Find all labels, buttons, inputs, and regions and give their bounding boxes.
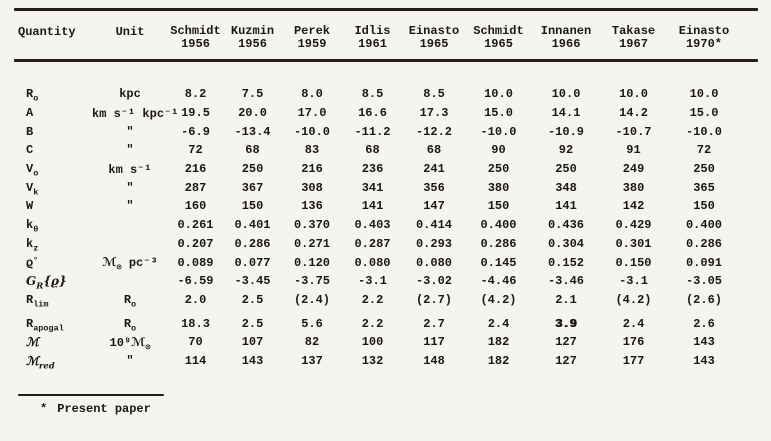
value-cell: 0.150 bbox=[615, 255, 652, 270]
value-cell: 2.6 bbox=[693, 316, 715, 331]
column-header bbox=[282, 25, 342, 51]
row-unit: " bbox=[126, 180, 134, 195]
value-cell: 2.4 bbox=[487, 316, 510, 331]
column-header bbox=[667, 25, 741, 51]
value-cell: 132 bbox=[361, 353, 384, 368]
column-author-name: Schmidt bbox=[473, 24, 524, 38]
value-cell: 18.3 bbox=[181, 316, 210, 331]
table-body bbox=[14, 85, 741, 370]
value-cell: 0.400 bbox=[685, 218, 722, 233]
value-cell: (2.7) bbox=[415, 292, 452, 307]
value-cell: (4.2) bbox=[615, 292, 652, 307]
footnote-marker: * bbox=[40, 402, 48, 416]
value-cell: (4.2) bbox=[480, 292, 517, 307]
row-label: $G_R\{ϱ\}$ bbox=[26, 274, 67, 292]
value-cell: -11.2 bbox=[354, 124, 391, 139]
value-cell: -13.4 bbox=[234, 124, 271, 139]
column-header bbox=[342, 25, 403, 51]
value-cell: 0.293 bbox=[415, 236, 452, 251]
row-unit: " bbox=[126, 143, 134, 158]
value-cell: 287 bbox=[184, 180, 207, 195]
row-unit: $R_o$ bbox=[123, 316, 137, 333]
value-cell: 15.0 bbox=[484, 106, 513, 121]
table-row bbox=[14, 122, 741, 141]
value-cell: -3.75 bbox=[293, 274, 330, 289]
row-unit: " bbox=[126, 124, 134, 139]
value-cell: 147 bbox=[423, 199, 445, 214]
value-cell: 0.271 bbox=[293, 236, 330, 251]
header-rule bbox=[14, 59, 758, 62]
table-header-row bbox=[14, 25, 741, 51]
value-cell: 0.401 bbox=[234, 218, 271, 233]
value-cell: 10.0 bbox=[551, 87, 581, 102]
table-row bbox=[14, 235, 741, 254]
row-label: W bbox=[26, 199, 34, 214]
table-row bbox=[14, 104, 741, 123]
value-cell: (2.4) bbox=[293, 292, 330, 307]
value-cell: 2.2 bbox=[361, 316, 384, 331]
value-cell: 91 bbox=[626, 143, 641, 158]
value-cell: -6.9 bbox=[181, 124, 210, 139]
value-cell: 0.286 bbox=[480, 236, 517, 251]
column-year: 1959 bbox=[297, 37, 327, 51]
value-cell: 2.1 bbox=[555, 292, 577, 307]
row-unit: " bbox=[126, 199, 134, 214]
value-cell: 141 bbox=[555, 199, 577, 214]
table-row bbox=[14, 141, 741, 160]
value-cell: 241 bbox=[423, 162, 445, 177]
row-label: ℳ$_{red}$ bbox=[26, 353, 55, 372]
value-cell: 10.0 bbox=[619, 87, 648, 102]
row-unit: km s⁻¹ kpc⁻¹ bbox=[92, 106, 179, 121]
column-author-name: Einasto bbox=[408, 24, 460, 38]
column-year: 1965 bbox=[419, 37, 449, 51]
row-label: $R_{apogal}$ bbox=[26, 316, 64, 333]
row-label: ℳ bbox=[26, 335, 39, 350]
column-year: 1965 bbox=[484, 37, 513, 51]
value-cell: 0.286 bbox=[234, 236, 271, 251]
value-cell: -3.45 bbox=[234, 274, 271, 289]
value-cell: 380 bbox=[487, 180, 510, 195]
value-cell: 250 bbox=[487, 162, 510, 177]
value-cell: 148 bbox=[423, 353, 445, 368]
column-author-name: Perek bbox=[293, 24, 330, 38]
value-cell: 0.080 bbox=[415, 255, 452, 270]
column-header bbox=[223, 25, 282, 51]
footnote bbox=[40, 402, 151, 416]
table-row bbox=[14, 178, 741, 197]
value-cell: -3.02 bbox=[415, 274, 452, 289]
column-year: 1970* bbox=[685, 37, 722, 51]
column-author-name: Innanen bbox=[540, 24, 592, 38]
value-cell: 90 bbox=[491, 143, 506, 158]
value-cell: 0.120 bbox=[293, 255, 330, 270]
value-cell: 0.091 bbox=[685, 255, 722, 270]
value-cell: 0.077 bbox=[234, 255, 271, 270]
value-cell: 216 bbox=[184, 162, 207, 177]
value-cell: 0.287 bbox=[354, 236, 391, 251]
quantity-column-header: Quantity bbox=[18, 25, 76, 39]
column-header bbox=[168, 25, 223, 51]
value-cell: 0.370 bbox=[293, 218, 330, 233]
value-cell: 17.0 bbox=[297, 106, 327, 121]
column-author-name: Kuzmin bbox=[230, 24, 275, 38]
value-cell: 2.2 bbox=[361, 292, 384, 307]
table-row bbox=[14, 160, 741, 179]
value-cell: 0.286 bbox=[685, 236, 722, 251]
unit-column-header: Unit bbox=[115, 25, 145, 39]
value-cell: 150 bbox=[487, 199, 510, 214]
value-cell: -3.05 bbox=[685, 274, 722, 289]
table-row bbox=[14, 253, 741, 272]
value-cell: 177 bbox=[622, 353, 645, 368]
value-cell: -3.46 bbox=[547, 274, 584, 289]
value-cell: -12.2 bbox=[415, 124, 452, 139]
row-label: $k_\theta$ bbox=[26, 218, 39, 235]
value-cell: 0.429 bbox=[615, 218, 652, 233]
value-cell: 250 bbox=[241, 162, 264, 177]
value-cell: 236 bbox=[361, 162, 384, 177]
value-cell: 0.080 bbox=[354, 255, 391, 270]
value-cell: 72 bbox=[696, 143, 712, 158]
row-label: B bbox=[26, 124, 34, 139]
value-cell: -6.59 bbox=[177, 274, 214, 289]
value-cell: 182 bbox=[487, 353, 510, 368]
footnote-rule bbox=[18, 394, 164, 396]
value-cell: 249 bbox=[622, 162, 645, 177]
column-year: 1967 bbox=[619, 37, 648, 51]
column-author-name: Takase bbox=[611, 24, 656, 38]
value-cell: 16.6 bbox=[358, 106, 387, 121]
row-label: ϱ∘ bbox=[26, 254, 39, 270]
table-row bbox=[14, 333, 741, 352]
row-label: A bbox=[26, 106, 34, 121]
value-cell: 137 bbox=[301, 353, 323, 368]
value-cell: 100 bbox=[361, 335, 384, 350]
row-unit: $R_o$ bbox=[123, 292, 137, 310]
value-cell: 250 bbox=[693, 162, 715, 177]
value-cell: 142 bbox=[622, 199, 645, 214]
value-cell: 92 bbox=[558, 143, 574, 158]
value-cell: 0.089 bbox=[177, 255, 214, 270]
value-cell: 10.0 bbox=[484, 87, 513, 102]
value-cell: 114 bbox=[184, 353, 207, 368]
value-cell: 150 bbox=[693, 199, 715, 214]
value-cell: 68 bbox=[365, 143, 380, 158]
value-cell: 0.207 bbox=[177, 236, 214, 251]
table-row bbox=[14, 291, 741, 310]
value-cell: 160 bbox=[184, 199, 207, 214]
value-cell: 68 bbox=[245, 143, 260, 158]
value-cell: 216 bbox=[301, 162, 323, 177]
value-cell: 8.2 bbox=[184, 87, 207, 102]
row-unit: 10⁹ℳ$_⊙$ bbox=[109, 335, 151, 353]
value-cell: 0.304 bbox=[547, 236, 584, 251]
footnote-text: Present paper bbox=[57, 402, 151, 416]
row-unit: " bbox=[126, 353, 134, 368]
value-cell: 8.5 bbox=[361, 87, 384, 102]
value-cell: 14.2 bbox=[619, 106, 648, 121]
column-year: 1966 bbox=[551, 37, 581, 51]
value-cell: 0.436 bbox=[547, 218, 584, 233]
value-cell: 356 bbox=[423, 180, 445, 195]
value-cell: 7.5 bbox=[241, 87, 264, 102]
value-cell: 72 bbox=[188, 143, 203, 158]
value-cell: 0.261 bbox=[177, 218, 214, 233]
value-cell: 380 bbox=[622, 180, 645, 195]
value-cell: 8.5 bbox=[423, 87, 445, 102]
table-row bbox=[14, 352, 741, 371]
top-rule bbox=[14, 8, 758, 11]
value-cell: 2.0 bbox=[184, 292, 207, 307]
value-cell: -3.1 bbox=[619, 274, 648, 289]
value-cell: 14.1 bbox=[551, 106, 581, 121]
column-header bbox=[403, 25, 465, 51]
column-year: 1961 bbox=[358, 37, 387, 51]
value-cell: 0.414 bbox=[415, 218, 452, 233]
value-cell: 143 bbox=[693, 353, 715, 368]
column-author-name: Idlis bbox=[354, 24, 391, 38]
column-header bbox=[600, 25, 667, 51]
value-cell: 348 bbox=[555, 180, 577, 195]
value-cell: 136 bbox=[301, 199, 323, 214]
value-cell: 2.7 bbox=[423, 316, 445, 331]
value-cell: 0.301 bbox=[615, 236, 652, 251]
value-cell: 107 bbox=[241, 335, 264, 350]
value-cell: 182 bbox=[487, 335, 510, 350]
table-row bbox=[14, 197, 741, 216]
column-author-name: Schmidt bbox=[170, 24, 221, 38]
value-cell: 127 bbox=[555, 335, 577, 350]
value-cell: 117 bbox=[423, 335, 445, 350]
value-cell: 8.0 bbox=[301, 87, 323, 102]
value-cell: 2.4 bbox=[622, 316, 645, 331]
value-cell: -10.0 bbox=[685, 124, 722, 139]
value-cell: 141 bbox=[361, 199, 384, 214]
value-cell: 176 bbox=[622, 335, 645, 350]
value-cell: 143 bbox=[693, 335, 715, 350]
value-cell: 365 bbox=[693, 180, 715, 195]
value-cell: -10.0 bbox=[293, 124, 330, 139]
row-label: $R_o$ bbox=[26, 87, 39, 104]
value-cell: 17.3 bbox=[419, 106, 449, 121]
row-label: $k_z$ bbox=[26, 236, 39, 254]
value-cell: -3.1 bbox=[358, 274, 387, 289]
value-cell: 3.9 bbox=[555, 316, 577, 331]
column-header bbox=[465, 25, 532, 51]
column-header bbox=[532, 25, 600, 51]
value-cell: 10.0 bbox=[689, 87, 719, 102]
value-cell: 0.145 bbox=[480, 255, 517, 270]
value-cell: -4.46 bbox=[480, 274, 517, 289]
value-cell: -10.7 bbox=[615, 124, 652, 139]
table-row bbox=[14, 272, 741, 291]
row-unit: ℳ$_⊙$ pc⁻³ bbox=[102, 256, 158, 273]
value-cell: 5.6 bbox=[301, 316, 323, 331]
value-cell: 68 bbox=[426, 143, 442, 158]
value-cell: -10.0 bbox=[480, 124, 517, 139]
column-author-name: Einasto bbox=[678, 24, 730, 38]
value-cell: 250 bbox=[555, 162, 577, 177]
value-cell: 367 bbox=[241, 180, 264, 195]
value-cell: 2.5 bbox=[241, 316, 264, 331]
value-cell: 15.0 bbox=[689, 106, 719, 121]
row-unit: km s⁻¹ bbox=[108, 162, 152, 177]
column-year: 1956 bbox=[238, 37, 267, 51]
value-cell: 70 bbox=[188, 335, 203, 350]
value-cell: 82 bbox=[304, 335, 320, 350]
value-cell: 20.0 bbox=[238, 106, 267, 121]
row-unit: kpc bbox=[119, 87, 141, 102]
value-cell: 0.403 bbox=[354, 218, 391, 233]
row-label: $R_{lim}$ bbox=[26, 292, 49, 310]
value-cell: 2.5 bbox=[241, 292, 264, 307]
row-label: $V_k$ bbox=[26, 180, 39, 198]
value-cell: 0.400 bbox=[480, 218, 517, 233]
value-cell: 143 bbox=[241, 353, 264, 368]
value-cell: -10.9 bbox=[547, 124, 584, 139]
value-cell: 127 bbox=[555, 353, 577, 368]
value-cell: (2.6) bbox=[685, 292, 722, 307]
value-cell: 0.152 bbox=[547, 255, 584, 270]
value-cell: 341 bbox=[361, 180, 384, 195]
row-label: $V_o$ bbox=[26, 162, 39, 179]
table-row bbox=[14, 85, 741, 104]
value-cell: 308 bbox=[301, 180, 323, 195]
value-cell: 19.5 bbox=[181, 106, 210, 121]
table-row bbox=[14, 314, 741, 333]
value-cell: 83 bbox=[304, 143, 320, 158]
value-cell: 150 bbox=[241, 199, 264, 214]
column-year: 1956 bbox=[181, 37, 210, 51]
table-row bbox=[14, 216, 741, 235]
row-label: C bbox=[26, 143, 34, 158]
